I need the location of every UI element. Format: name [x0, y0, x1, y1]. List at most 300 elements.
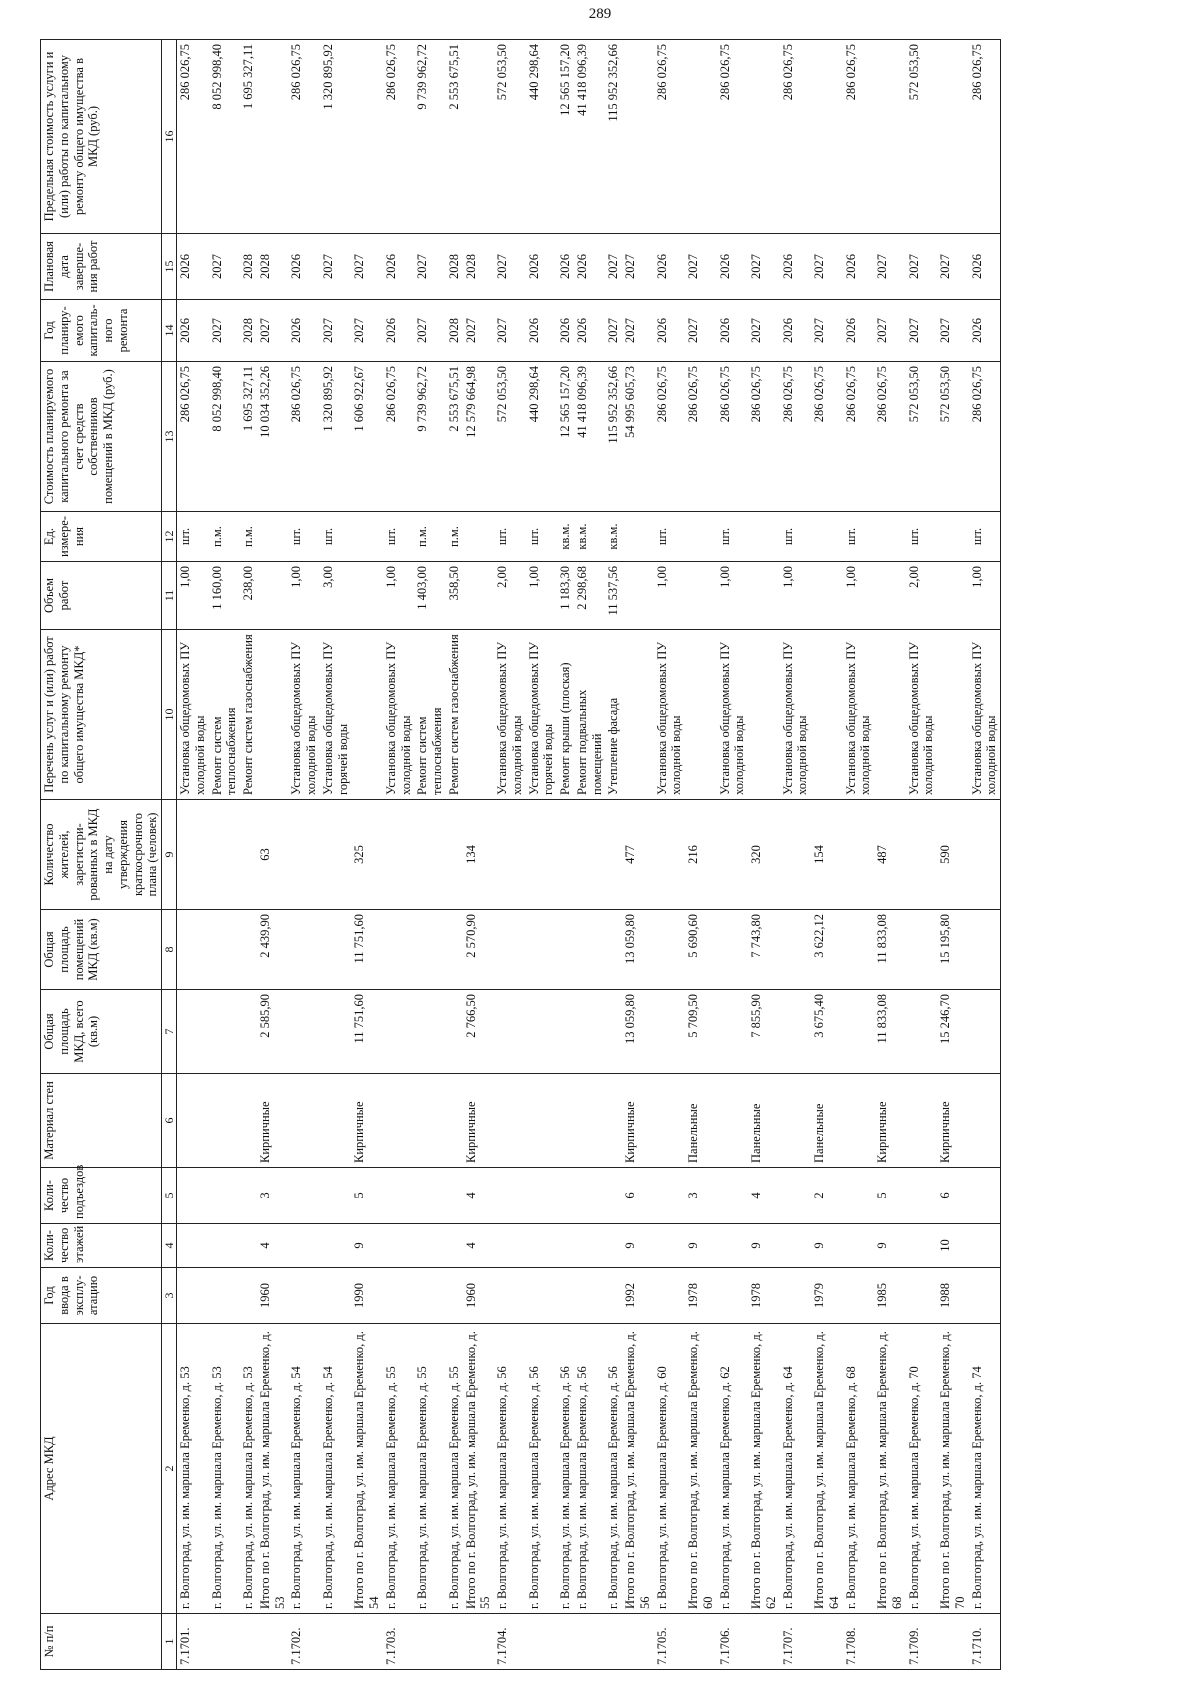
- table-cell: [209, 1614, 241, 1670]
- table-cell: 1,00: [526, 562, 558, 630]
- table-cell: [414, 1224, 446, 1268]
- table-cell: Кирпичные: [622, 1074, 654, 1168]
- table-row: [748, 40, 780, 1670]
- table-cell: 2027: [874, 234, 906, 300]
- table-cell: 286 026,75: [383, 362, 415, 512]
- table-row: [288, 40, 320, 1670]
- column-header: Перечень услуг и (или) работ по капитальному ремонту общего имущества МКД*: [41, 630, 162, 800]
- table-cell: [414, 1268, 446, 1324]
- table-cell: [494, 800, 526, 910]
- column-number: 13: [162, 362, 177, 512]
- table-cell: Установка общедомовых ПУ горячей воды: [526, 630, 558, 800]
- table-row: [780, 40, 812, 1670]
- table-cell: [446, 1614, 463, 1670]
- table-cell: 2026: [969, 300, 1001, 362]
- table-cell: Установка общедомовых ПУ холодной воды: [780, 630, 812, 800]
- table-cell: [717, 910, 749, 990]
- table-cell: 2027: [605, 300, 622, 362]
- table-cell: г. Волгоград, ул. им. маршала Еременко, д. 56: [494, 1324, 526, 1614]
- table-cell: 1 403,00: [414, 562, 446, 630]
- table-cell: [874, 512, 906, 562]
- table-cell: Установка общедомовых ПУ холодной воды: [906, 630, 938, 800]
- table-cell: [240, 800, 257, 910]
- table-cell: 286 026,75: [717, 40, 749, 234]
- table-cell: г. Волгоград, ул. им. маршала Еременко, д. 53: [240, 1324, 257, 1614]
- table-cell: 572 053,50: [906, 40, 938, 234]
- table-cell: [906, 1224, 938, 1268]
- repair-plan-table: [40, 39, 1001, 1670]
- table-cell: Итого по г. Волгоград, ул. им. маршала Еременко, д. 54: [351, 1324, 383, 1614]
- table-cell: Кирпичные: [463, 1074, 495, 1168]
- table-cell: 1 695 327,11: [240, 40, 257, 234]
- table-cell: [177, 1074, 209, 1168]
- table-cell: п.м.: [446, 512, 463, 562]
- table-cell: [906, 1168, 938, 1224]
- table-cell: [414, 1168, 446, 1224]
- column-header: Стоимость планируемого капитального ремонта за счет средств собственников помещений в МКД (руб.): [41, 362, 162, 512]
- table-cell: [383, 1168, 415, 1224]
- column-header: Общая площадь МКД, всего (кв.м): [41, 990, 162, 1074]
- table-cell: [622, 1614, 654, 1670]
- table-cell: 2026: [557, 234, 574, 300]
- table-cell: 2028: [240, 234, 257, 300]
- table-cell: [383, 800, 415, 910]
- table-cell: [937, 1614, 969, 1670]
- table-cell: [526, 1224, 558, 1268]
- table-cell: [446, 1168, 463, 1224]
- column-header: № п/п: [41, 1614, 162, 1670]
- table-cell: 320: [748, 800, 780, 910]
- table-cell: 5: [874, 1168, 906, 1224]
- table-cell: [494, 1168, 526, 1224]
- table-cell: 286 026,75: [748, 362, 780, 512]
- table-cell: п.м.: [414, 512, 446, 562]
- column-number: 9: [162, 800, 177, 910]
- table-cell: 54 995 605,73: [622, 362, 654, 512]
- table-cell: [969, 800, 1001, 910]
- table-cell: [605, 990, 622, 1074]
- table-cell: 572 053,50: [937, 362, 969, 512]
- table-cell: 9: [351, 1224, 383, 1268]
- table-row: [209, 40, 241, 1670]
- table-cell: 2027: [622, 234, 654, 300]
- table-cell: 7.1703.: [383, 1614, 415, 1670]
- table-cell: [257, 562, 289, 630]
- column-number: 7: [162, 990, 177, 1074]
- table-cell: 3: [257, 1168, 289, 1224]
- column-number: 4: [162, 1224, 177, 1268]
- table-cell: 286 026,75: [288, 40, 320, 234]
- table-cell: г. Волгоград, ул. им. маршала Еременко, д. 74: [969, 1324, 1001, 1614]
- table-cell: 7.1707.: [780, 1614, 812, 1670]
- table-header-row: [41, 40, 162, 1670]
- table-cell: 1,00: [843, 562, 875, 630]
- table-cell: Итого по г. Волгоград, ул. им. маршала Еременко, д. 60: [685, 1324, 717, 1614]
- table-cell: шт.: [969, 512, 1001, 562]
- column-number: 11: [162, 562, 177, 630]
- table-cell: п.м.: [240, 512, 257, 562]
- table-cell: 2026: [557, 300, 574, 362]
- table-cell: [288, 990, 320, 1074]
- table-cell: 2 298,68: [574, 562, 606, 630]
- table-cell: шт.: [288, 512, 320, 562]
- table-cell: 2027: [622, 300, 654, 362]
- table-cell: [240, 1224, 257, 1268]
- table-cell: [874, 1614, 906, 1670]
- table-cell: [780, 1168, 812, 1224]
- table-cell: [685, 562, 717, 630]
- table-cell: Кирпичные: [937, 1074, 969, 1168]
- table-cell: 4: [257, 1224, 289, 1268]
- table-cell: 1 320 895,92: [320, 40, 352, 234]
- column-number: 15: [162, 234, 177, 300]
- table-cell: [446, 800, 463, 910]
- table-cell: [494, 1224, 526, 1268]
- table-cell: 2027: [320, 300, 352, 362]
- table-cell: [320, 1268, 352, 1324]
- table-cell: [717, 800, 749, 910]
- page-number: 289: [588, 6, 612, 22]
- table-cell: 2027: [906, 300, 938, 362]
- table-cell: [685, 630, 717, 800]
- table-cell: Панельные: [685, 1074, 717, 1168]
- table-cell: [383, 990, 415, 1074]
- table-cell: [969, 990, 1001, 1074]
- table-cell: [414, 1074, 446, 1168]
- table-cell: [240, 1614, 257, 1670]
- table-cell: [780, 800, 812, 910]
- table-cell: 1 320 895,92: [320, 362, 352, 512]
- table-cell: 2026: [383, 234, 415, 300]
- table-cell: 2027: [351, 300, 383, 362]
- table-cell: [446, 1268, 463, 1324]
- table-cell: [209, 910, 241, 990]
- table-cell: Установка общедомовых ПУ горячей воды: [320, 630, 352, 800]
- column-header: Коли-чество подъездов: [41, 1168, 162, 1224]
- table-row: [526, 40, 558, 1670]
- table-cell: 3 675,40: [811, 990, 843, 1074]
- table-cell: [811, 1614, 843, 1670]
- table-cell: [240, 990, 257, 1074]
- column-header: Количество жителей, зарегистри-рованных в МКД на дату утверждения краткосрочного плана (человек): [41, 800, 162, 910]
- table-cell: [209, 800, 241, 910]
- table-cell: 5 709,50: [685, 990, 717, 1074]
- table-cell: [320, 1168, 352, 1224]
- table-cell: 286 026,75: [177, 362, 209, 512]
- table-cell: [717, 1168, 749, 1224]
- table-cell: [257, 1614, 289, 1670]
- table-cell: 440 298,64: [526, 40, 558, 234]
- table-cell: [209, 990, 241, 1074]
- table-cell: 572 053,50: [494, 40, 526, 234]
- table-cell: [780, 990, 812, 1074]
- table-cell: [574, 990, 606, 1074]
- table-row: [874, 40, 906, 1670]
- table-cell: 2028: [240, 300, 257, 362]
- table-cell: 2026: [574, 234, 606, 300]
- table-cell: [383, 1224, 415, 1268]
- table-cell: [320, 910, 352, 990]
- table-cell: г. Волгоград, ул. им. маршала Еременко, д. 62: [717, 1324, 749, 1614]
- table-cell: 9: [685, 1224, 717, 1268]
- table-cell: [622, 630, 654, 800]
- table-cell: 1992: [622, 1268, 654, 1324]
- table-cell: [177, 1168, 209, 1224]
- table-cell: 286 026,75: [177, 40, 209, 234]
- column-header: Ед. измере-ния: [41, 512, 162, 562]
- table-cell: 2027: [494, 300, 526, 362]
- table-cell: [574, 1268, 606, 1324]
- table-cell: шт.: [320, 512, 352, 562]
- table-cell: 2027: [605, 234, 622, 300]
- table-cell: 9: [874, 1224, 906, 1268]
- table-cell: 2027: [685, 300, 717, 362]
- table-cell: 1,00: [969, 562, 1001, 630]
- table-cell: 2026: [288, 300, 320, 362]
- table-cell: [177, 1224, 209, 1268]
- table-cell: [605, 1268, 622, 1324]
- table-cell: г. Волгоград, ул. им. маршала Еременко, д. 55: [383, 1324, 415, 1614]
- table-row: [494, 40, 526, 1670]
- table-cell: г. Волгоград, ул. им. маршала Еременко, д. 60: [654, 1324, 686, 1614]
- table-cell: [843, 1074, 875, 1168]
- table-cell: [463, 630, 495, 800]
- table-cell: 2 553 675,51: [446, 362, 463, 512]
- table-cell: Ремонт подвальных помещений: [574, 630, 606, 800]
- table-cell: 286 026,75: [843, 40, 875, 234]
- table-cell: [937, 562, 969, 630]
- table-cell: Итого по г. Волгоград, ул. им. маршала Еременко, д. 64: [811, 1324, 843, 1614]
- table-cell: Установка общедомовых ПУ холодной воды: [288, 630, 320, 800]
- table-cell: [209, 1268, 241, 1324]
- table-cell: [780, 1268, 812, 1324]
- table-cell: [526, 1168, 558, 1224]
- table-cell: Утепление фасада: [605, 630, 622, 800]
- table-cell: [557, 1614, 574, 1670]
- table-cell: 9: [748, 1224, 780, 1268]
- table-cell: [969, 1168, 1001, 1224]
- table-cell: г. Волгоград, ул. им. маршала Еременко, д. 54: [320, 1324, 352, 1614]
- table-cell: [748, 1614, 780, 1670]
- table-cell: [937, 512, 969, 562]
- table-cell: [605, 1074, 622, 1168]
- table-cell: шт.: [906, 512, 938, 562]
- table-cell: [811, 512, 843, 562]
- column-header: Материал стен: [41, 1074, 162, 1168]
- table-cell: 2026: [654, 300, 686, 362]
- table-cell: 2026: [526, 234, 558, 300]
- table-cell: 2028: [446, 300, 463, 362]
- table-cell: г. Волгоград, ул. им. маршала Еременко, д. 56: [574, 1324, 606, 1614]
- table-cell: Панельные: [748, 1074, 780, 1168]
- table-cell: [654, 1168, 686, 1224]
- table-cell: [622, 512, 654, 562]
- table-cell: [240, 910, 257, 990]
- table-cell: г. Волгоград, ул. им. маршала Еременко, д. 64: [780, 1324, 812, 1614]
- table-cell: шт.: [526, 512, 558, 562]
- table-cell: [494, 1074, 526, 1168]
- table-cell: кв.м.: [574, 512, 606, 562]
- table-cell: 238,00: [240, 562, 257, 630]
- table-cell: [494, 1268, 526, 1324]
- table-cell: 2026: [843, 234, 875, 300]
- table-cell: 15 195,80: [937, 910, 969, 990]
- table-row: [240, 40, 257, 1670]
- table-cell: 3: [685, 1168, 717, 1224]
- table-cell: 2026: [288, 234, 320, 300]
- table-cell: 358,50: [446, 562, 463, 630]
- table-cell: [320, 800, 352, 910]
- table-cell: [906, 990, 938, 1074]
- table-cell: 1960: [463, 1268, 495, 1324]
- table-cell: [351, 562, 383, 630]
- table-cell: 11 537,56: [605, 562, 622, 630]
- table-cell: [288, 1074, 320, 1168]
- table-cell: кв.м.: [557, 512, 574, 562]
- table-cell: 2 439,90: [257, 910, 289, 990]
- table-cell: 2026: [717, 300, 749, 362]
- table-cell: г. Волгоград, ул. им. маршала Еременко, д. 56: [557, 1324, 574, 1614]
- table-cell: [937, 630, 969, 800]
- table-cell: [811, 562, 843, 630]
- table-cell: 7.1706.: [717, 1614, 749, 1670]
- table-cell: [288, 910, 320, 990]
- table-cell: Ремонт систем газоснабжения: [446, 630, 463, 800]
- table-cell: 1978: [748, 1268, 780, 1324]
- table-cell: 10 034 352,26: [257, 362, 289, 512]
- table-cell: 5 690,60: [685, 910, 717, 990]
- table-cell: 286 026,75: [685, 362, 717, 512]
- table-cell: Установка общедомовых ПУ холодной воды: [969, 630, 1001, 800]
- table-cell: 8 052 998,40: [209, 362, 241, 512]
- table-cell: Установка общедомовых ПУ холодной воды: [383, 630, 415, 800]
- table-cell: [622, 40, 654, 234]
- table-cell: 1978: [685, 1268, 717, 1324]
- table-cell: [748, 40, 780, 234]
- table-cell: Итого по г. Волгоград, ул. им. маршала Еременко, д. 62: [748, 1324, 780, 1614]
- column-number: 8: [162, 910, 177, 990]
- table-cell: 1990: [351, 1268, 383, 1324]
- table-cell: [843, 1168, 875, 1224]
- column-number: 2: [162, 1324, 177, 1614]
- table-cell: 1,00: [177, 562, 209, 630]
- table-cell: 487: [874, 800, 906, 910]
- table-cell: [288, 1224, 320, 1268]
- table-cell: [685, 40, 717, 234]
- table-cell: 1 695 327,11: [240, 362, 257, 512]
- table-cell: 286 026,75: [969, 40, 1001, 234]
- table-cell: [574, 1614, 606, 1670]
- table-cell: [969, 1074, 1001, 1168]
- table-cell: Установка общедомовых ПУ холодной воды: [717, 630, 749, 800]
- table-cell: 2027: [463, 300, 495, 362]
- table-cell: 7 743,80: [748, 910, 780, 990]
- table-cell: [288, 800, 320, 910]
- table-cell: 286 026,75: [780, 362, 812, 512]
- table-cell: Ремонт крыши (плоская): [557, 630, 574, 800]
- table-cell: [177, 990, 209, 1074]
- table-cell: [557, 1224, 574, 1268]
- table-cell: [351, 40, 383, 234]
- table-cell: [526, 1268, 558, 1324]
- table-cell: [320, 1074, 352, 1168]
- table-cell: [811, 40, 843, 234]
- table-cell: 1 606 922,67: [351, 362, 383, 512]
- column-header: Адрес МКД: [41, 1324, 162, 1614]
- table-cell: 440 298,64: [526, 362, 558, 512]
- table-row: [969, 40, 1001, 1670]
- table-cell: [463, 512, 495, 562]
- table-cell: 2028: [446, 234, 463, 300]
- table-cell: [748, 512, 780, 562]
- table-cell: Кирпичные: [257, 1074, 289, 1168]
- table-cell: г. Волгоград, ул. им. маршала Еременко, д. 56: [605, 1324, 622, 1614]
- table-cell: [257, 40, 289, 234]
- table-cell: [288, 1168, 320, 1224]
- table-cell: [240, 1074, 257, 1168]
- column-header: Плановая дата заверше-ния работ: [41, 234, 162, 300]
- table-row: [605, 40, 622, 1670]
- table-cell: [605, 1224, 622, 1268]
- table-cell: 7.1708.: [843, 1614, 875, 1670]
- table-cell: г. Волгоград, ул. им. маршала Еременко, д. 70: [906, 1324, 938, 1614]
- table-cell: 1988: [937, 1268, 969, 1324]
- table-cell: 2: [811, 1168, 843, 1224]
- column-header: Предельная стоимость услуги и (или) работы по капитальному ремонту общего имущества в МКД (руб.): [41, 40, 162, 234]
- table-row: [654, 40, 686, 1670]
- table-cell: [937, 40, 969, 234]
- table-cell: [654, 990, 686, 1074]
- table-cell: [780, 1224, 812, 1268]
- table-cell: 9: [622, 1224, 654, 1268]
- table-cell: [843, 910, 875, 990]
- table-cell: [574, 910, 606, 990]
- table-cell: 2027: [257, 300, 289, 362]
- table-cell: 1960: [257, 1268, 289, 1324]
- table-cell: [526, 910, 558, 990]
- table-cell: [574, 1224, 606, 1268]
- table-cell: 1,00: [288, 562, 320, 630]
- table-row: [906, 40, 938, 1670]
- table-cell: шт.: [177, 512, 209, 562]
- column-header: Коли-чество этажей: [41, 1224, 162, 1268]
- table-cell: [605, 1168, 622, 1224]
- table-cell: 2027: [811, 300, 843, 362]
- table-cell: [414, 800, 446, 910]
- table-cell: [209, 1168, 241, 1224]
- table-cell: 9 739 962,72: [414, 40, 446, 234]
- table-cell: [526, 990, 558, 1074]
- table-cell: 477: [622, 800, 654, 910]
- table-cell: [557, 1168, 574, 1224]
- table-cell: [446, 1224, 463, 1268]
- table-cell: [906, 800, 938, 910]
- table-cell: [383, 910, 415, 990]
- column-number: 10: [162, 630, 177, 800]
- table-cell: шт.: [494, 512, 526, 562]
- table-cell: 2027: [874, 300, 906, 362]
- table-cell: шт.: [843, 512, 875, 562]
- table-cell: Кирпичные: [874, 1074, 906, 1168]
- table-cell: 115 952 352,66: [605, 40, 622, 234]
- table-cell: [351, 512, 383, 562]
- table-row: [685, 40, 717, 1670]
- table-cell: 11 833,08: [874, 910, 906, 990]
- table-cell: [717, 990, 749, 1074]
- table-row: [446, 40, 463, 1670]
- table-cell: [843, 800, 875, 910]
- table-cell: шт.: [780, 512, 812, 562]
